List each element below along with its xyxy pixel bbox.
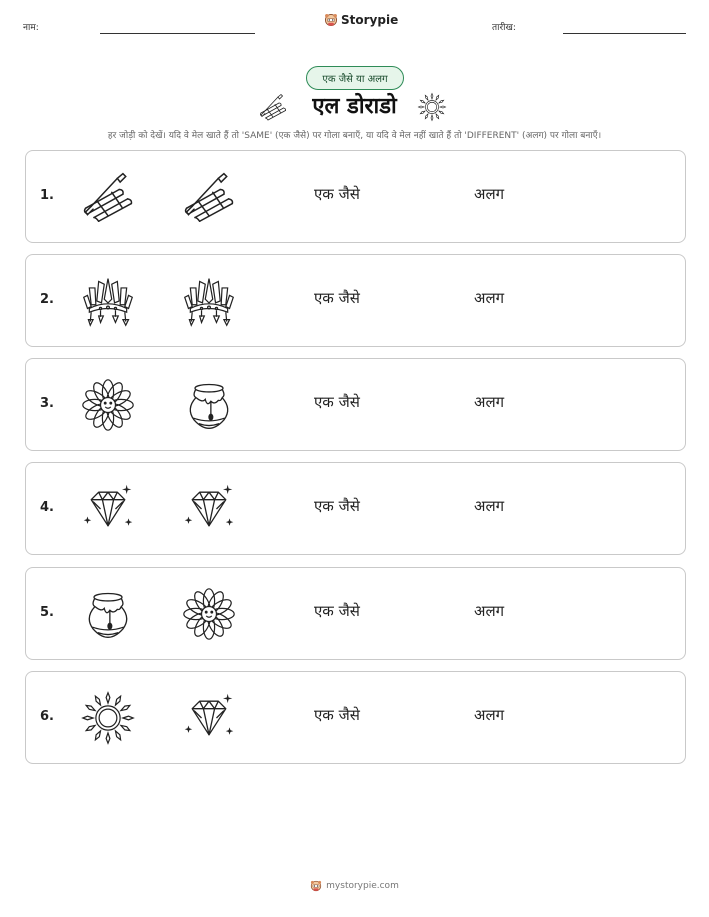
sun-icon	[80, 690, 136, 746]
instructions: हर जोड़ी को देखें। यदि वे मेल खाते हैं तो 'SAME' (एक जैसे) पर गोला बनाएँ, या यदि वे मेल नहीं खाते हैं तो 'DIFFERENT' (अलग) पर गोला बनाएँ।	[107, 131, 602, 141]
honey-pot-icon	[181, 377, 237, 433]
worksheet-type-badge: एक जैसे या अलग	[306, 66, 404, 90]
different-option[interactable]: अलग	[474, 706, 505, 724]
footer	[0, 880, 709, 892]
worksheet-header	[0, 0, 709, 40]
same-option[interactable]: एक जैसे	[314, 602, 360, 620]
raft-icon	[181, 169, 237, 225]
exercise-card	[25, 150, 686, 243]
name-write-line[interactable]	[100, 33, 255, 34]
brand-logo	[324, 13, 398, 27]
footer-url: mystorypie.com	[326, 881, 399, 891]
date-label: तारीख:	[492, 23, 516, 33]
same-option[interactable]: एक जैसे	[314, 497, 360, 515]
flower-icon	[80, 377, 136, 433]
exercise-card	[25, 254, 686, 347]
different-option[interactable]: अलग	[474, 289, 505, 307]
exercise-number: 2.	[40, 292, 54, 307]
honey-pot-icon	[80, 586, 136, 642]
diamond-icon	[181, 481, 237, 537]
same-option[interactable]: एक जैसे	[314, 185, 360, 203]
brand-name: Storypie	[341, 13, 399, 27]
diamond-icon	[80, 481, 136, 537]
exercise-card	[25, 671, 686, 764]
name-label: नाम:	[23, 23, 39, 33]
exercise-card	[25, 358, 686, 451]
flower-icon	[181, 586, 237, 642]
same-option[interactable]: एक जैसे	[314, 393, 360, 411]
headdress-icon	[80, 273, 136, 329]
mascot-icon	[324, 13, 338, 27]
exercise-number: 1.	[40, 188, 54, 203]
diamond-icon	[181, 690, 237, 746]
headdress-icon	[181, 273, 237, 329]
exercise-number: 4.	[40, 500, 54, 515]
different-option[interactable]: अलग	[474, 185, 505, 203]
exercise-number: 6.	[40, 709, 54, 724]
date-write-line[interactable]	[563, 33, 686, 34]
exercise-card	[25, 462, 686, 555]
exercise-card	[25, 567, 686, 660]
exercise-number: 5.	[40, 605, 54, 620]
sun-icon	[417, 92, 447, 122]
title-row	[0, 90, 709, 122]
same-option[interactable]: एक जैसे	[314, 289, 360, 307]
different-option[interactable]: अलग	[474, 497, 505, 515]
raft-icon	[80, 169, 136, 225]
different-option[interactable]: अलग	[474, 393, 505, 411]
different-option[interactable]: अलग	[474, 602, 505, 620]
page-title: एल डोराडो	[312, 94, 397, 119]
exercise-number: 3.	[40, 396, 54, 411]
mascot-icon	[310, 880, 322, 892]
same-option[interactable]: एक जैसे	[314, 706, 360, 724]
